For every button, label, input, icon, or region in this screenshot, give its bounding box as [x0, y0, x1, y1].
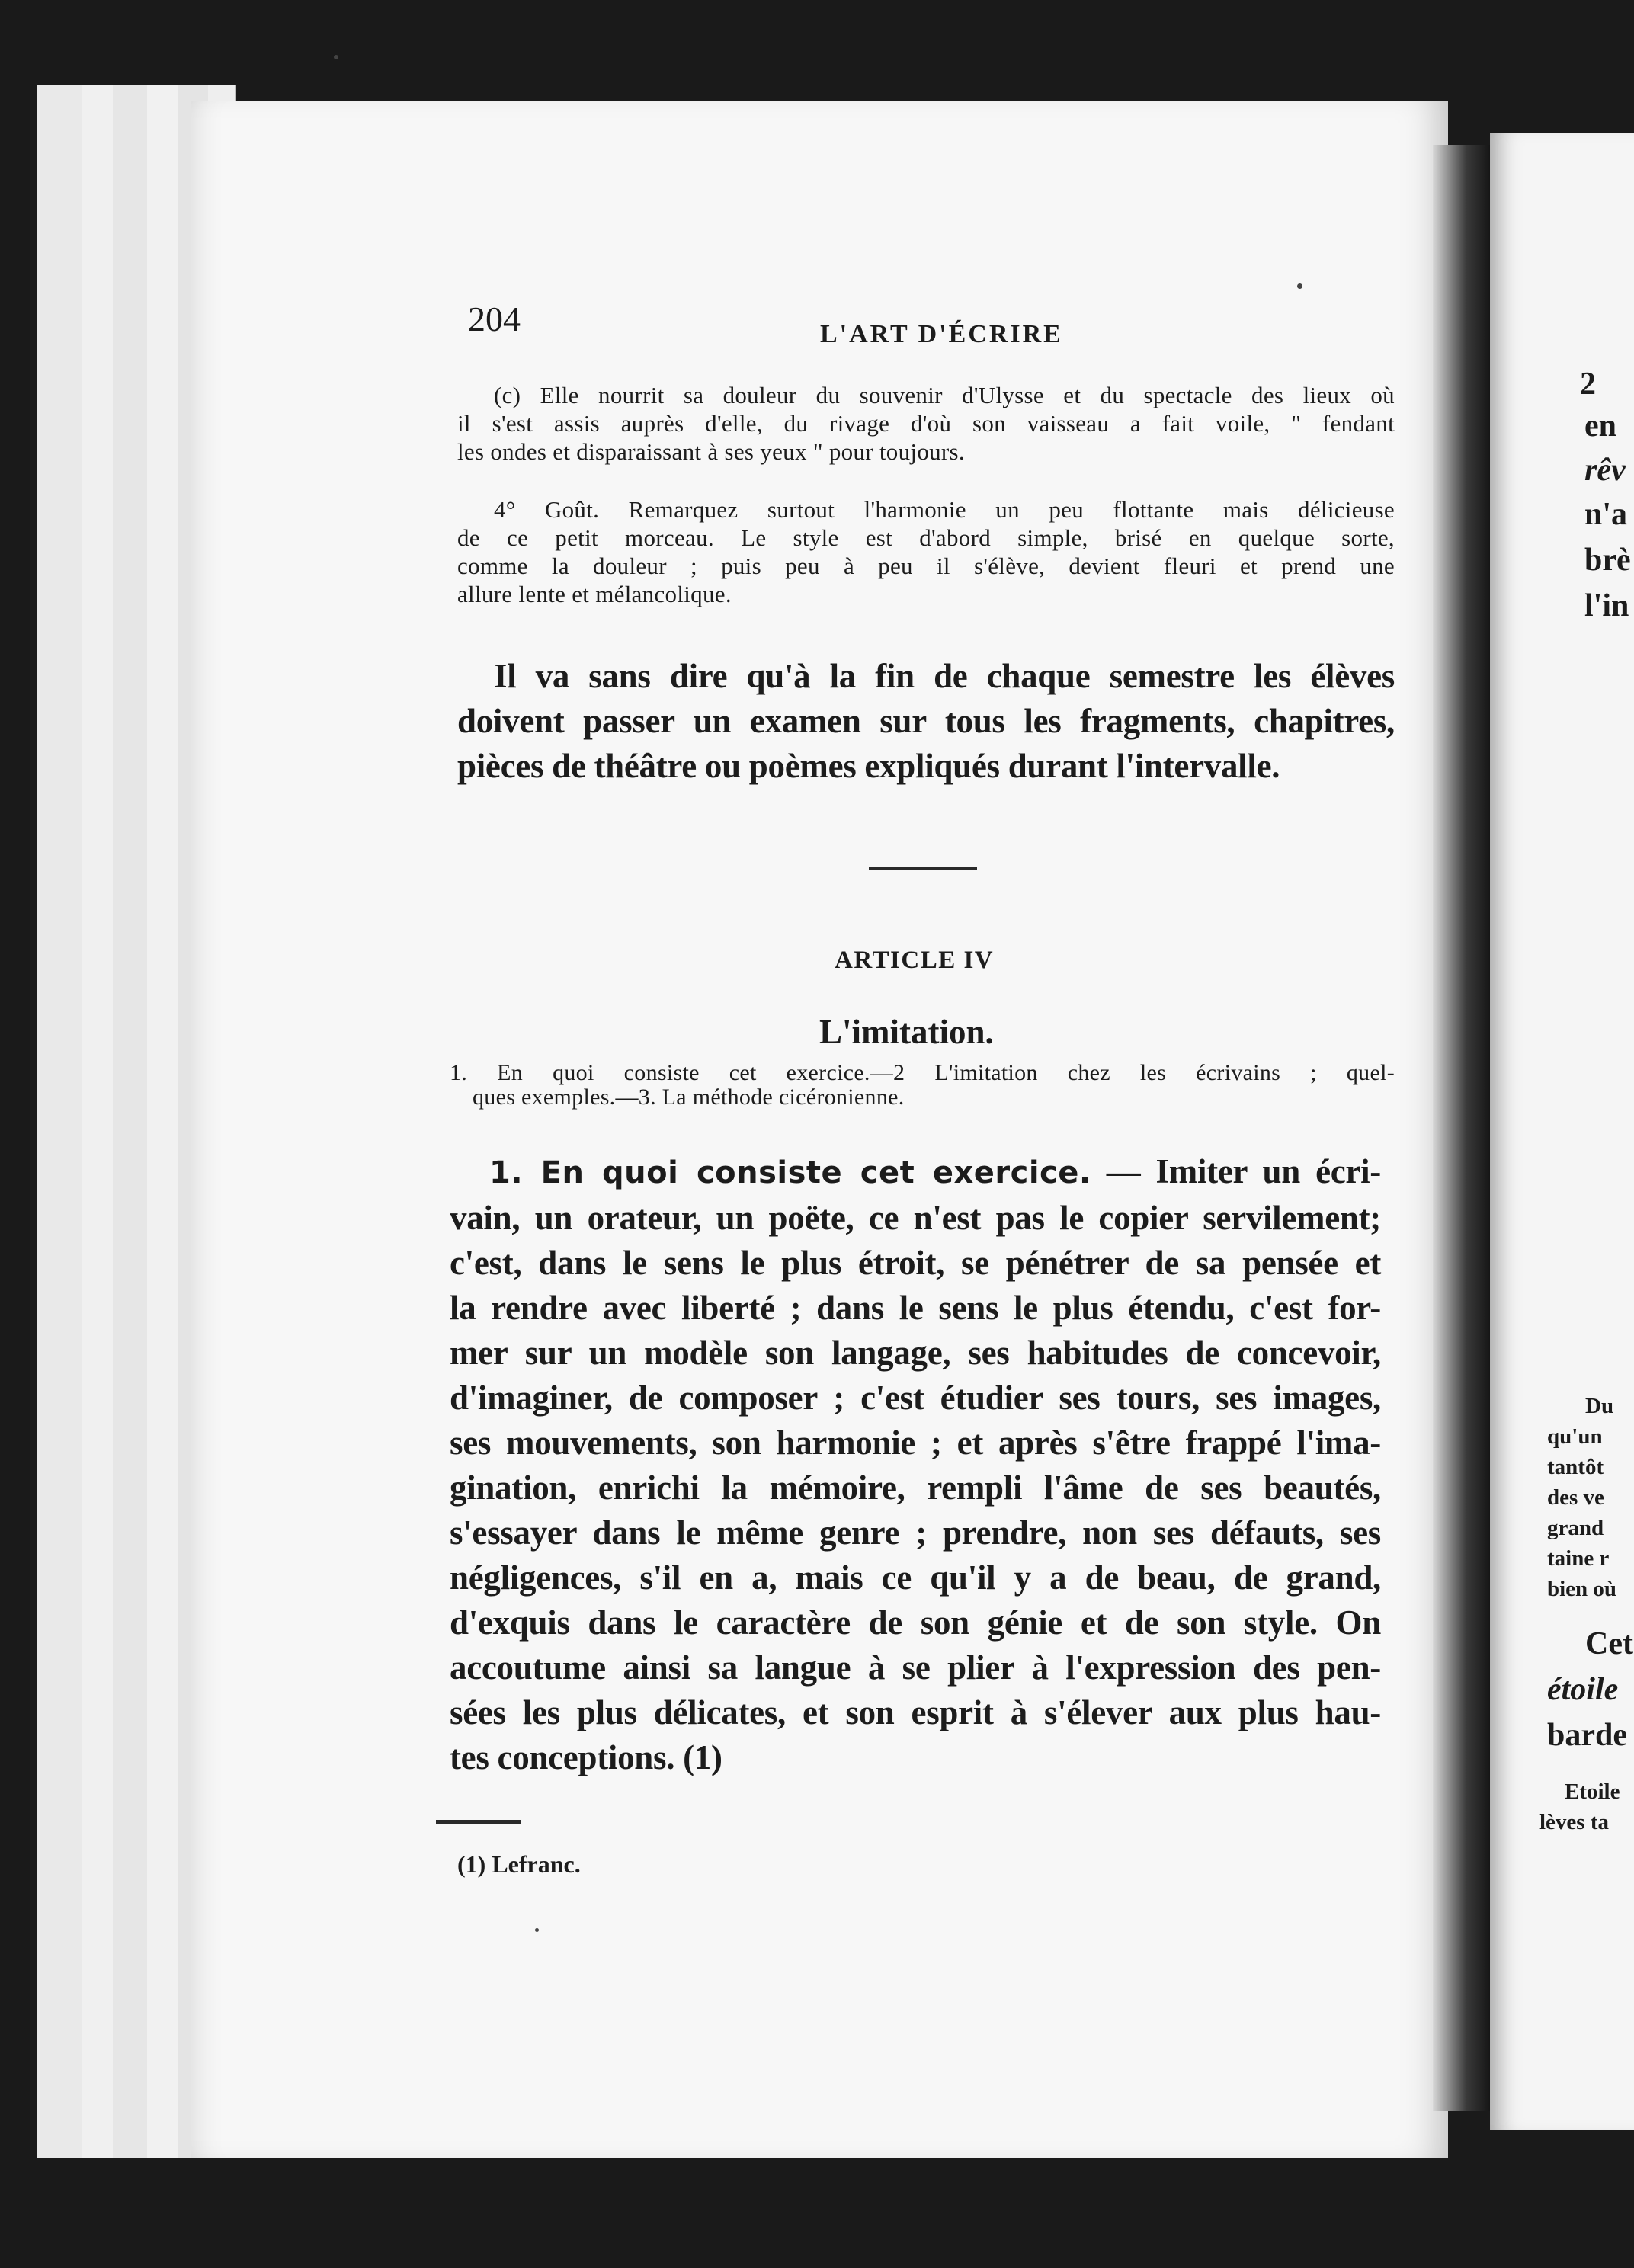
scan-speck: [334, 55, 338, 59]
book-gutter: [1433, 145, 1494, 2111]
paragraph-line: 1. En quoi consiste cet exercice. — Imiter un écri-: [489, 1152, 1381, 1190]
paragraph-line: doivent passer un examen sur tous les fragments, chapitres,: [457, 702, 1395, 740]
right-page-text: n'a: [1584, 497, 1628, 532]
right-page-text: barde: [1547, 1718, 1627, 1753]
running-head: [468, 299, 1395, 352]
paragraph-line: Il va sans dire qu'à la fin de chaque semestre les élèves: [494, 657, 1395, 695]
note-line: comme la douleur ; puis peu à peu il s'élève, devient fleuri et prend une: [457, 553, 1395, 579]
note-line: (c) Elle nourrit sa douleur du souvenir d'Ulysse et du spectacle des lieux où: [494, 382, 1395, 408]
note-line: allure lente et mélancolique.: [457, 581, 732, 607]
note-line: de ce petit morceau. Le style est d'abord simple, brisé en quelque sorte,: [457, 524, 1395, 551]
note-line: 4° Goût. Remarquez surtout l'harmonie un peu flottante mais délicieuse: [494, 496, 1395, 523]
note-gout: [457, 495, 1395, 608]
subsection-heading: 1. En quoi consiste cet exercice.: [489, 1155, 1091, 1190]
paragraph-line: pièces de théâtre ou poèmes expliqués durant l'intervalle.: [457, 747, 1280, 785]
paragraph-line: négligences, s'il en a, mais ce qu'il y a de beau, de grand,: [450, 1558, 1381, 1597]
right-page-text: Cet: [1585, 1626, 1633, 1661]
section-title: L'imitation.: [819, 1013, 994, 1051]
paragraph-line: d'exquis dans le caractère de son génie et de son style. On: [450, 1603, 1381, 1642]
article-summary: [450, 1061, 1395, 1110]
paragraph-imitation: [450, 1149, 1381, 1780]
scan-speck: [1297, 284, 1302, 289]
right-page-text: Du: [1585, 1394, 1614, 1418]
paragraph-line: la rendre avec liberté ; dans le sens le plus étendu, c'est for-: [450, 1289, 1381, 1327]
right-page-text: en: [1584, 408, 1616, 444]
right-page-text: qu'un: [1547, 1424, 1603, 1449]
running-title: L'ART D'ÉCRIRE: [820, 320, 1063, 348]
right-page-text: taine r: [1547, 1546, 1610, 1571]
paragraph-exam: [457, 654, 1395, 789]
paragraph-line: vain, un orateur, un poëte, ce n'est pas le copier servilement;: [450, 1199, 1381, 1237]
right-page-text: tantôt: [1547, 1455, 1604, 1479]
paragraph-line: accoutume ainsi sa langue à se plier à l'expression des pen-: [450, 1648, 1381, 1687]
right-page-fragment: [1490, 133, 1634, 2130]
page-number: 204: [468, 300, 521, 338]
paragraph-line: sées les plus délicates, et son esprit à s'élever aux plus hau-: [450, 1693, 1381, 1731]
right-page-text: lèves ta: [1539, 1810, 1609, 1834]
paragraph-line: ses mouvements, son harmonie ; et après s'être frappé l'ima-: [450, 1424, 1381, 1462]
right-page-text: des ve: [1547, 1485, 1604, 1510]
note-line: il s'est assis auprès d'elle, du rivage d'où son vaisseau a fait voile, " fendant: [457, 410, 1395, 437]
right-page-text: bien où: [1547, 1577, 1617, 1601]
footnote-rule: [436, 1820, 521, 1824]
right-page-text: l'in: [1584, 588, 1629, 623]
paragraph-line: c'est, dans le sens le plus étroit, se pénétrer de sa pensée et: [450, 1244, 1381, 1282]
paragraph-line: mer sur un modèle son langage, ses habitudes de concevoir,: [450, 1334, 1381, 1372]
right-page-text: rêv: [1584, 453, 1626, 488]
note-c: [457, 381, 1395, 466]
right-page-text: brè: [1584, 543, 1631, 578]
note-line: les ondes et disparaissant à ses yeux " pour toujours.: [457, 438, 965, 465]
right-page-text: étoile: [1547, 1672, 1619, 1707]
paragraph-line: gination, enrichi la mémoire, rempli l'âme de ses beautés,: [450, 1469, 1381, 1507]
paragraph-line: s'essayer dans le même genre ; prendre, non ses défauts, ses: [450, 1514, 1381, 1552]
right-page-text: grand: [1547, 1516, 1604, 1540]
paragraph-line: tes conceptions. (1): [450, 1738, 722, 1776]
summary-line: ques exemples.—3. La méthode cicéronienne.: [473, 1084, 905, 1110]
paragraph-line: d'imaginer, de composer ; c'est étudier ses tours, ses images,: [450, 1379, 1381, 1417]
section-divider: [869, 867, 977, 870]
right-page-text: 2: [1580, 367, 1596, 402]
footnote: (1) Lefranc.: [457, 1850, 581, 1878]
right-page-text: Etoile: [1565, 1779, 1620, 1804]
summary-line: 1. En quoi consiste cet exercice.—2 L'imitation chez les écrivains ; quel-: [450, 1060, 1395, 1085]
scan-speck: [535, 1928, 539, 1932]
article-label: ARTICLE IV: [835, 947, 995, 974]
